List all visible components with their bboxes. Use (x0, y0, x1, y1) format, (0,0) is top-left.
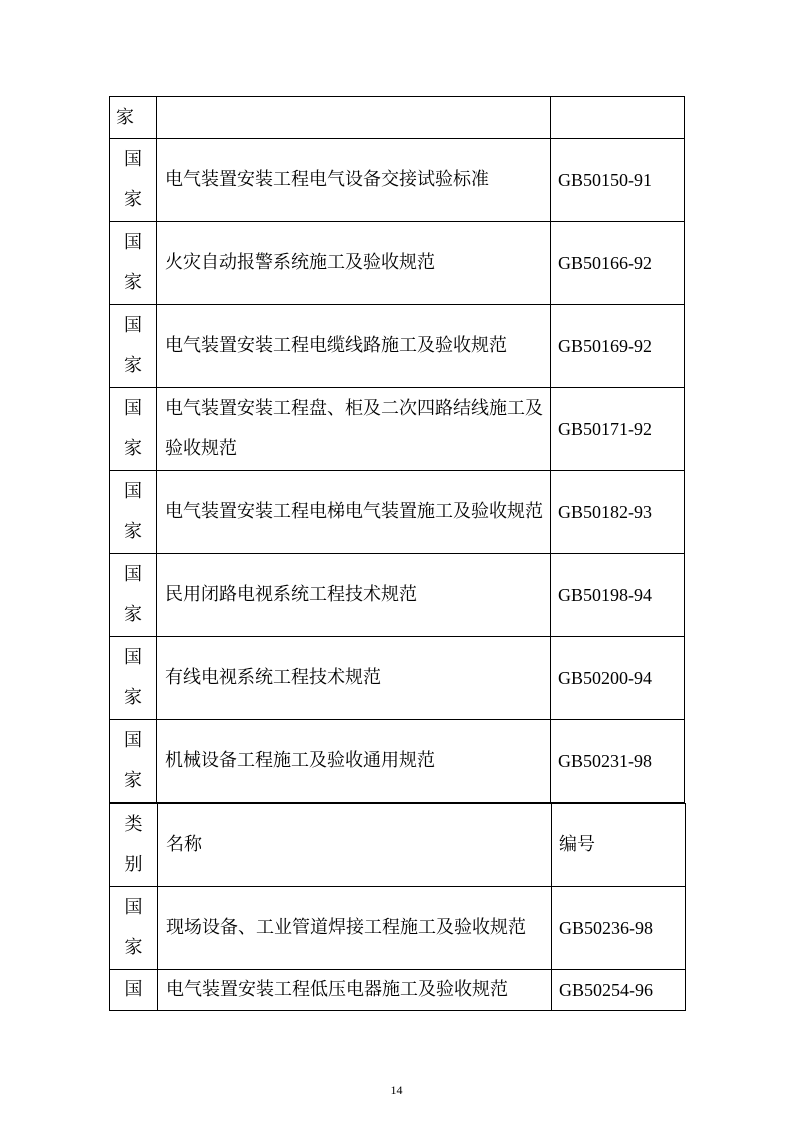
code-cell: GB50198-94 (551, 554, 685, 637)
category-text: 国家 (124, 564, 142, 625)
name-text: 现场设备、工业管道焊接工程施工及验收规范 (166, 917, 526, 938)
name-cell (157, 637, 551, 720)
standards-table-bottom (109, 803, 686, 1011)
header-category-text: 类别 (124, 814, 143, 875)
table-row (110, 887, 686, 970)
name-text: 有线电视系统工程技术规范 (165, 667, 381, 688)
category-cell (110, 388, 157, 471)
name-text: 电气装置安装工程电气设备交接试验标准 (165, 169, 489, 190)
name-cell (157, 554, 551, 637)
category-cell (110, 554, 157, 637)
table-row (110, 720, 685, 803)
code-cell: GB50200-94 (551, 637, 685, 720)
category-cell (110, 139, 157, 222)
standards-table-top (109, 96, 685, 803)
name-cell (157, 388, 551, 471)
page-number: 14 (390, 1083, 403, 1097)
name-text: 电气装置安装工程电缆线路施工及验收规范 (165, 335, 507, 356)
category-text: 国家 (124, 730, 142, 791)
code-cell: GB50182-93 (551, 471, 685, 554)
category-text: 国家 (124, 149, 142, 210)
category-cell (110, 305, 157, 388)
table-row (110, 471, 685, 554)
name-cell (157, 720, 551, 803)
name-text: 机械设备工程施工及验收通用规范 (165, 750, 435, 771)
table-row (110, 305, 685, 388)
name-text: 电气装置安装工程盘、柜及二次四路结线施工及验收规范 (165, 398, 543, 459)
category-text: 国 (124, 979, 143, 1000)
name-text: 电气装置安装工程低压电器施工及验收规范 (166, 979, 508, 1000)
category-text: 国家 (124, 481, 142, 542)
name-text: 火灾自动报警系统施工及验收规范 (165, 252, 435, 273)
code-cell: GB50236-98 (552, 887, 686, 970)
category-cell (110, 720, 157, 803)
name-text: 民用闭路电视系统工程技术规范 (165, 584, 417, 605)
category-text: 国家 (124, 897, 143, 958)
table-row (110, 637, 685, 720)
code-cell (551, 97, 685, 139)
code-cell: GB50169-92 (551, 305, 685, 388)
category-text: 国家 (124, 232, 142, 293)
header-name-cell (158, 804, 552, 887)
category-cell (110, 97, 157, 139)
table-row (110, 97, 685, 139)
category-text: 家 (116, 106, 134, 128)
code-cell: GB50166-92 (551, 222, 685, 305)
header-code-cell: 编号 (552, 804, 686, 887)
category-cell (110, 637, 157, 720)
category-cell (110, 222, 157, 305)
name-cell (157, 305, 551, 388)
code-cell: GB50171-92 (551, 388, 685, 471)
name-cell (157, 97, 551, 139)
name-cell (157, 222, 551, 305)
category-text: 国家 (124, 647, 142, 708)
table-row (110, 139, 685, 222)
code-cell: GB50254-96 (552, 970, 686, 1011)
code-cell: GB50231-98 (551, 720, 685, 803)
table-header-row (110, 804, 686, 887)
category-text: 国家 (124, 398, 142, 459)
table-row (110, 222, 685, 305)
name-text: 电气装置安装工程电梯电气装置施工及验收规范 (165, 501, 543, 522)
code-cell: GB50150-91 (551, 139, 685, 222)
category-text: 国家 (124, 315, 142, 376)
name-cell (158, 887, 552, 970)
name-cell (157, 139, 551, 222)
header-name-text: 名称 (166, 834, 202, 855)
category-cell (110, 970, 158, 1011)
header-category-cell (110, 804, 158, 887)
category-cell (110, 471, 157, 554)
table-row (110, 388, 685, 471)
table-row (110, 970, 686, 1011)
category-cell (110, 887, 158, 970)
name-cell (158, 970, 552, 1011)
name-cell (157, 471, 551, 554)
table-row (110, 554, 685, 637)
